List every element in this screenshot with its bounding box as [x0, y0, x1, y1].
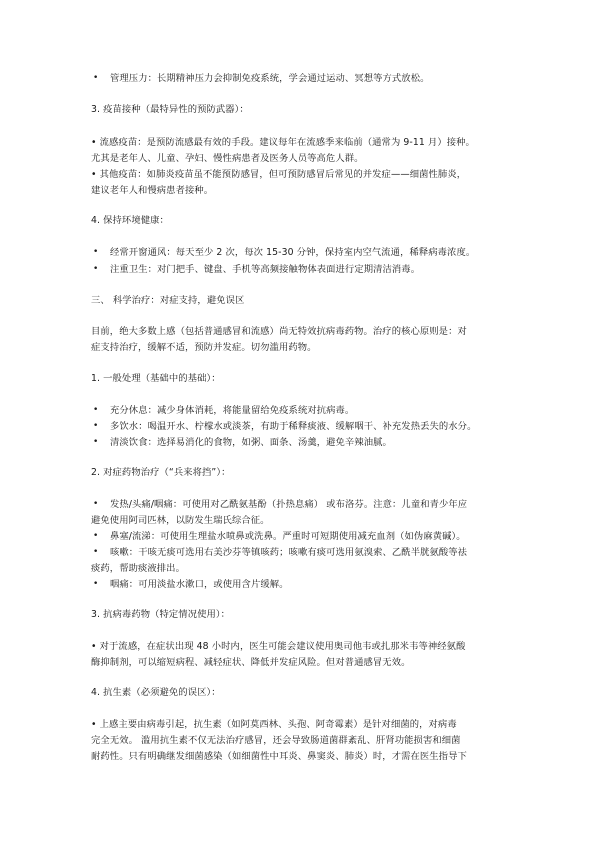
bullet-item: 咳嗽：干咳无痰可选用右美沙芬等镇咳药；咳嗽有痰可选用氨溴索、乙酰半胱氨酸等祛 — [110, 547, 468, 558]
subheading: 4. 抗生素（必须避免的误区）： — [91, 687, 221, 698]
subheading: 1. 一般处理（基础中的基础）： — [91, 373, 221, 384]
bullet-icon: • — [93, 421, 99, 431]
bullet-item: 发热/头痛/咽痛：可使用对乙酰氨基酚（扑热息痛） 或布洛芬。注意：儿童和青少年应 — [110, 499, 468, 510]
bullet-item: 充分休息：减少身体消耗，将能量留给免疫系统对抗病毒。 — [110, 405, 355, 416]
paragraph-line: 酶抑制剂，可以缩短病程、减轻症状、降低并发症风险。但对普通感冒无效。 — [91, 657, 411, 668]
paragraph-line: • 流感疫苗：是预防流感最有效的手段。建议每年在流感季来临前（通常为 9-11 月）接种。 — [91, 137, 475, 148]
bullet-icon: • — [93, 499, 99, 509]
bullet-icon: • — [93, 405, 99, 415]
bullet-icon: • — [93, 73, 99, 83]
bullet-item: 注重卫生：对门把手、键盘、手机等高频接触物体表面进行定期清洁消毒。 — [110, 264, 421, 275]
paragraph-line: • 上感主要由病毒引起，抗生素（如阿莫西林、头孢、阿奇霉素）是针对细菌的，对病毒 — [91, 719, 457, 730]
bullet-item-continuation: 避免使用阿司匹林，以防发生瑞氏综合征。 — [91, 515, 270, 526]
bullet-item: 咽痛：可用淡盐水漱口，或使用含片缓解。 — [110, 579, 289, 590]
paragraph-line: 尤其是老年人、儿童、孕妇、慢性病患者及医务人员等高危人群。 — [91, 153, 364, 164]
section-heading: 三、 科学治疗：对症支持，避免误区 — [91, 295, 245, 306]
subheading: 3. 疫苗接种（最特异性的预防武器）： — [91, 104, 249, 115]
subheading: 3. 抗病毒药物（特定情况使用）： — [91, 609, 231, 620]
subheading: 4. 保持环境健康： — [91, 215, 169, 226]
subheading: 2. 对症药物治疗（“兵来将挡”）： — [91, 467, 231, 478]
bullet-item: 多饮水：喝温开水、柠檬水或淡茶，有助于稀释痰液、缓解咽干、补充发热丢失的水分。 — [110, 421, 477, 432]
paragraph-line: • 对于流感，在症状出现 48 小时内，医生可能会建议使用奥司他韦或扎那米韦等神经氨酸 — [91, 641, 466, 652]
paragraph-line: 目前，绝大多数上感（包括普通感冒和流感）尚无特效抗病毒药物。治疗的核心原则是：对 — [91, 326, 467, 337]
bullet-icon: • — [93, 579, 99, 589]
bullet-icon: • — [93, 247, 99, 257]
paragraph-line: 耐药性。只有明确继发细菌感染（如细菌性中耳炎、鼻窦炎、肺炎）时，才需在医生指导下 — [91, 751, 467, 762]
paragraph-line: 建议老年人和慢病患者接种。 — [91, 185, 214, 196]
paragraph-line: • 其他疫苗：如肺炎疫苗虽不能预防感冒，但可预防感冒后常见的并发症——细菌性肺炎， — [91, 169, 467, 180]
paragraph-line: 症支持治疗，缓解不适，预防并发症。切勿滥用药物。 — [91, 342, 317, 353]
paragraph-line: 完全无效。 滥用抗生素不仅无法治疗感冒，还会导致肠道菌群紊乱、肝肾功能损害和细菌 — [91, 735, 461, 746]
bullet-item: 清淡饮食：选择易消化的食物，如粥、面条、汤羹，避免辛辣油腻。 — [110, 437, 392, 448]
bullet-item: 鼻塞/流涕：可使用生理盐水喷鼻或洗鼻。严重时可短期使用减充血剂（如伪麻黄碱）。 — [110, 531, 466, 542]
bullet-icon: • — [93, 531, 99, 541]
bullet-item: 经常开窗通风：每天至少 2 次，每次 15-30 分钟，保持室内空气流通，稀释病毒浓度。 — [110, 247, 476, 258]
bullet-icon: • — [93, 547, 99, 557]
bullet-item: 管理压力：长期精神压力会抑制免疫系统，学会通过运动、冥想等方式放松。 — [110, 73, 430, 84]
bullet-icon: • — [93, 437, 99, 447]
bullet-icon: • — [93, 264, 99, 274]
bullet-item-continuation: 痰药，帮助痰液排出。 — [91, 563, 185, 574]
